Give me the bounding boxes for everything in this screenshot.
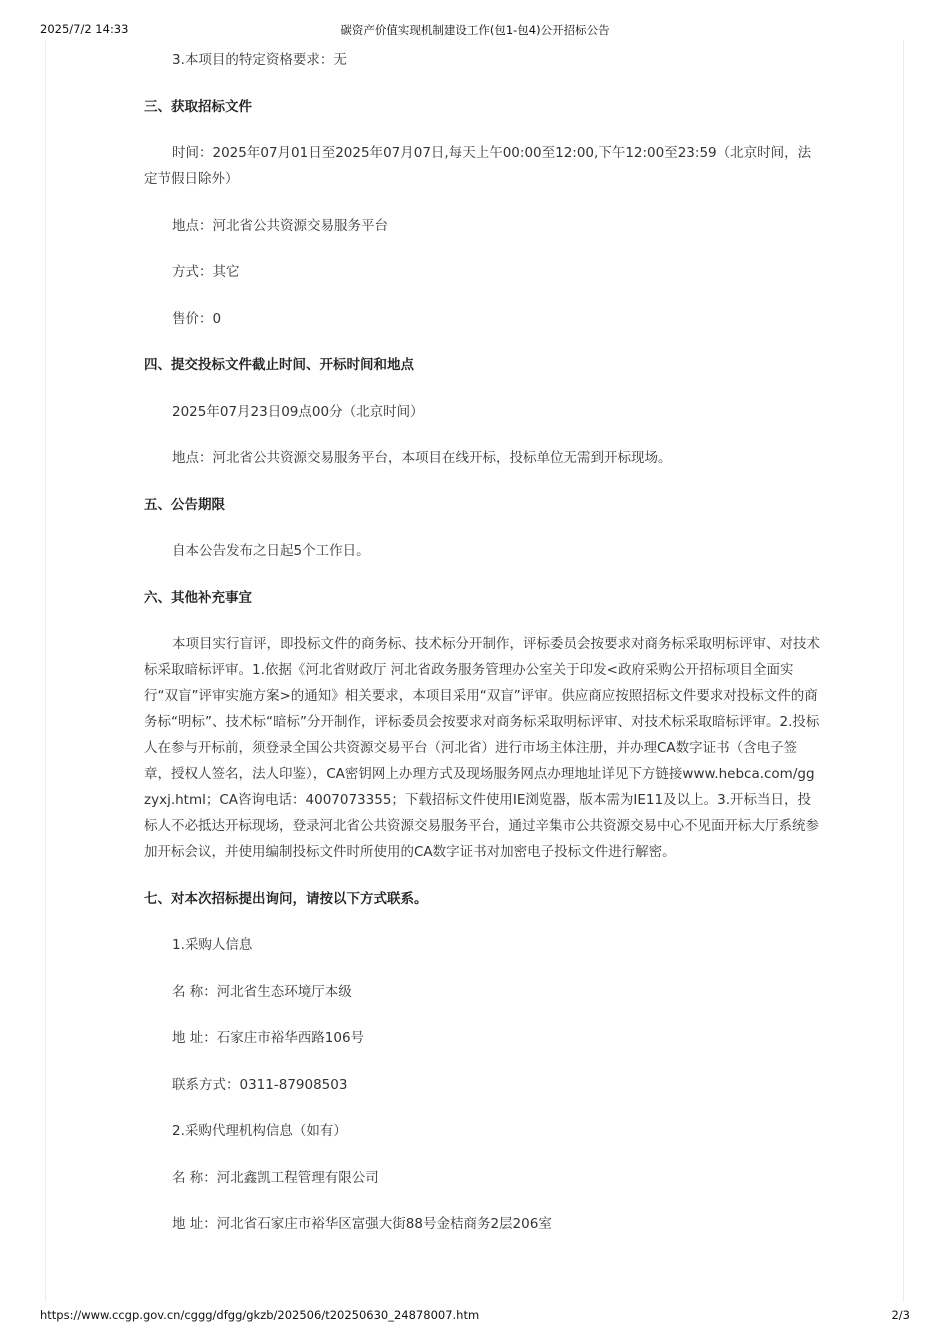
purchaser-contact: 联系方式：0311-87908503: [172, 1076, 348, 1093]
print-datetime: 2025/7/2 14:33: [40, 22, 129, 36]
page-frame-right-border: [903, 40, 904, 1302]
purchaser-name: 名 称：河北省生态环境厅本级: [172, 983, 352, 1000]
print-page-number: 2/3: [891, 1308, 910, 1322]
section-heading-announcement-period: 五、公告期限: [144, 496, 225, 513]
announcement-period: 自本公告发布之日起5个工作日。: [172, 543, 370, 559]
section-heading-obtain-documents: 三、获取招标文件: [144, 98, 252, 115]
announcement-body: [144, 47, 820, 1258]
bid-deadline: 2025年07月23日09点00分（北京时间）: [172, 403, 424, 420]
print-footer: [40, 1308, 910, 1326]
section-heading-contact: 七、对本次招标提出询问，请按以下方式联系。: [144, 890, 428, 907]
page-frame-left-border: [45, 40, 46, 1302]
obtain-price: 售价：0: [172, 310, 222, 327]
print-url: https://www.ccgp.gov.cn/cggg/dfgg/gkzb/202506/t20250630_24878007.htm: [40, 1308, 480, 1322]
agency-address: 地 址：河北省石家庄市裕华区富强大街88号金桔商务2层206室: [172, 1216, 552, 1232]
section-heading-supplementary: 六、其他补充事宜: [144, 589, 252, 606]
agency-info-title: 2.采购代理机构信息（如有）: [172, 1123, 347, 1139]
print-header: [40, 22, 910, 40]
bid-opening-place: 地点：河北省公共资源交易服务平台，本项目在线开标，投标单位无需到开标现场。: [172, 450, 672, 466]
obtain-place: 地点：河北省公共资源交易服务平台: [172, 217, 388, 234]
supplementary-text: 本项目实行盲评，即投标文件的商务标、技术标分开制作，评标委员会按要求对商务标采取明标评审、对技术标采取暗标评审。1.依据《河北省财政厅 河北省政务服务管理办公室关于印发<政府采购公开招标项目全面实行“双盲”评审实施方案>的通知》相关要求，本项目采用“双盲”评审。供应商应按照招标文件要求对投标文件的商务标“明标”、技术标“暗标”分开制作，评标委员会按要求对商务标采取明标评审、对技术标采取暗标评审。2.投标人在参与开标前，须登录全国公共资源交易平台（河北省）进行市场主体注册，并办理CA数字证书（含电子签章，授权人签名，法人印鉴），CA密钥网上办理方式及现场服务网点办理地址详见下方链接www.hebca.com/ggzyxj.html；CA咨询电话：4007073355；下载招标文件使用IE浏览器，版本需为IE11及以上。3.开标当日，投标人不必抵达开标现场，登录河北省公共资源交易服务平台，通过辛集市公共资源交易中心不见面开标大厅系统参加开标会议，并使用编制投标文件时所使用的CA数字证书对加密电子投标文件进行解密。: [144, 636, 820, 860]
purchaser-info-title: 1.采购人信息: [172, 937, 253, 953]
obtain-time: 时间：2025年07月01日至2025年07月07日,每天上午00:00至12:00,下午12:00至23:59（北京时间，法定节假日除外）: [144, 145, 812, 187]
agency-name: 名 称：河北鑫凯工程管理有限公司: [172, 1169, 379, 1186]
print-page-title: 碳资产价值实现机制建设工作(包1-包4)公开招标公告: [340, 23, 610, 37]
qualification-requirement: 3.本项目的特定资格要求：无: [172, 52, 347, 68]
obtain-method: 方式：其它: [172, 264, 240, 280]
purchaser-address: 地 址：石家庄市裕华西路106号: [172, 1030, 365, 1046]
section-heading-bid-deadline: 四、提交投标文件截止时间、开标时间和地点: [144, 357, 414, 373]
